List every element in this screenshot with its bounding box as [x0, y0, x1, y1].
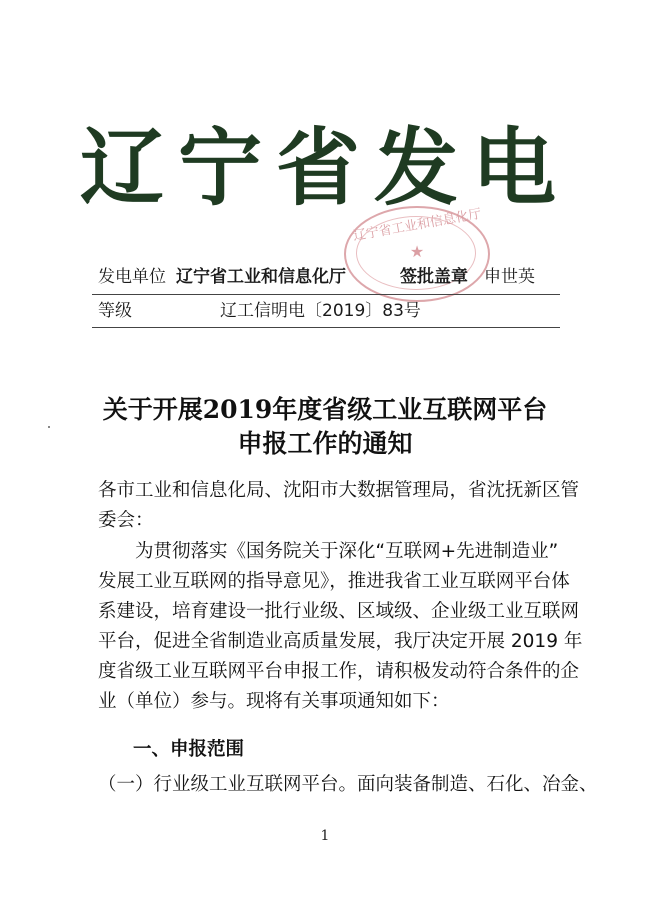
document-number: 辽工信明电〔2019〕83号 [220, 301, 421, 321]
paragraph-line: 系建设，培育建设一批行业级、区域级、企业级工业互联网 [98, 601, 580, 622]
notice-title-line1: 关于开展2019年度省级工业互联网平台 [102, 395, 548, 424]
recipients [98, 476, 580, 536]
recipients-line-1: 各市工业和信息化局、沈阳市大数据管理局，省沈抚新区管 [98, 480, 580, 501]
header-divider-top [92, 294, 560, 295]
paragraph-line: 业（单位）参与。现将有关事项通知如下： [98, 691, 450, 712]
scan-speck [48, 426, 50, 428]
recipients-line-2: 委会： [98, 510, 154, 531]
body-paragraph [98, 537, 583, 717]
masthead-title: 辽宁省发电 [79, 118, 570, 217]
seal-star-icon: ★ [409, 242, 425, 261]
signer-name: 申世英 [484, 267, 535, 287]
section-heading: 一、申报范围 [133, 739, 245, 760]
header-divider-bottom [92, 327, 560, 328]
item-line: （一）行业级工业互联网平台。面向装备制造、石化、冶金、 [98, 774, 598, 795]
issuer-label: 发电单位 [98, 267, 166, 287]
sign-label: 签批盖章 [400, 267, 468, 287]
paragraph-line: 平台，促进全省制造业高质量发展，我厅决定开展 2019 年 [98, 631, 583, 652]
issuer-value: 辽宁省工业和信息化厅 [176, 267, 346, 287]
grade-label: 等级 [98, 301, 132, 321]
page-number: 1 [320, 828, 330, 844]
paragraph-line: 发展工业互联网的指导意见》，推进我省工业互联网平台体 [98, 571, 570, 592]
seal-text: 辽宁省工业和信息化厅 [352, 206, 483, 245]
notice-title-line2: 申报工作的通知 [237, 429, 413, 458]
paragraph-line: 度省级工业互联网平台申报工作，请积极发动符合条件的企 [98, 661, 580, 682]
paragraph-line: 为贯彻落实《国务院关于深化“互联网+先进制造业” [135, 541, 559, 562]
